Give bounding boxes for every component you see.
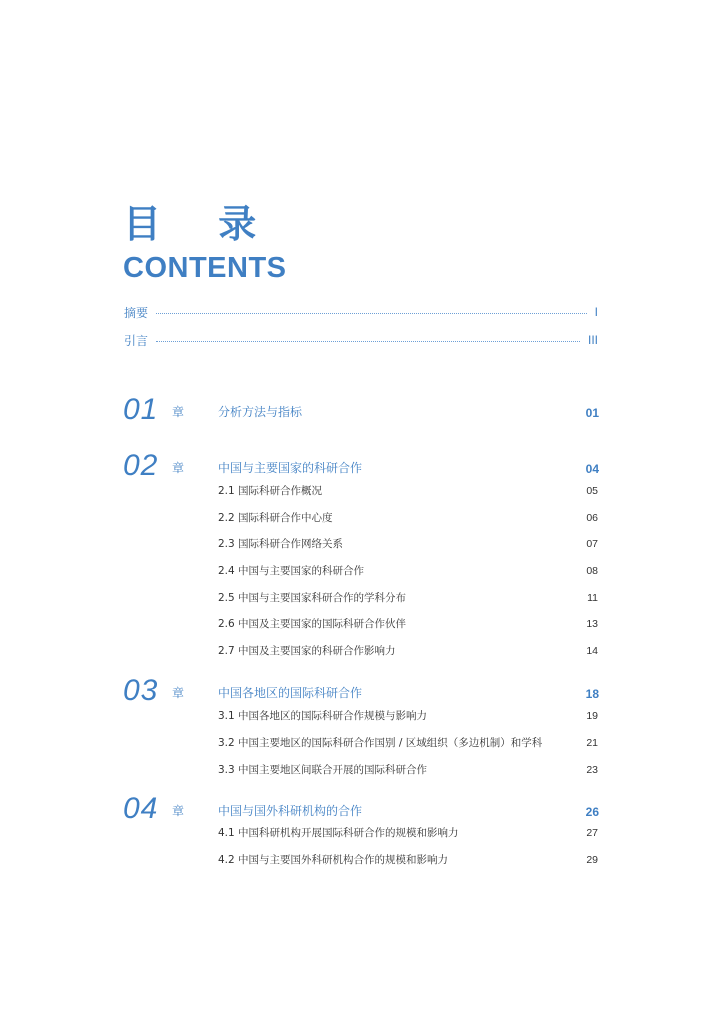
chapter-page: 26 (585, 805, 599, 819)
section-title[interactable]: 2.6 中国及主要国家的国际科研合作伙伴 (218, 618, 407, 630)
chapter-title[interactable]: 中国与主要国家的科研合作 (218, 461, 363, 475)
section-page: 08 (586, 565, 598, 577)
chapter-title[interactable]: 中国与国外科研机构的合作 (218, 804, 363, 818)
section-page: 06 (586, 512, 598, 524)
toc-entry-page: I (594, 305, 598, 319)
section-page: 27 (586, 827, 598, 839)
chapter-page: 01 (585, 406, 599, 420)
dot-leader (156, 341, 580, 342)
section-page: 05 (586, 485, 598, 497)
section-title[interactable]: 2.4 中国与主要国家的科研合作 (218, 565, 365, 577)
chapter-number: 03 (123, 674, 159, 707)
section-title[interactable]: 2.5 中国与主要国家科研合作的学科分布 (218, 592, 407, 604)
section-title[interactable]: 2.2 国际科研合作中心度 (218, 512, 333, 524)
section-page: 07 (586, 538, 598, 550)
page-title-chinese: 目 录 (123, 202, 279, 246)
section-title[interactable]: 2.1 国际科研合作概况 (218, 485, 323, 497)
section-title[interactable]: 4.1 中国科研机构开展国际科研合作的规模和影响力 (218, 827, 459, 839)
chapter-title[interactable]: 中国各地区的国际科研合作 (218, 686, 363, 700)
toc-entry-introduction[interactable] (124, 331, 598, 349)
page-title-english: CONTENTS (123, 252, 287, 284)
section-title[interactable]: 4.2 中国与主要国外科研机构合作的规模和影响力 (218, 854, 449, 866)
toc-entry-page: III (587, 333, 598, 347)
toc-entry-label: 引言 (124, 333, 149, 348)
chapter-title[interactable]: 分析方法与指标 (218, 405, 303, 419)
chapter-page: 04 (585, 462, 599, 476)
section-page: 14 (586, 645, 598, 657)
section-page: 11 (587, 592, 598, 604)
section-page: 29 (586, 854, 598, 866)
section-page: 21 (586, 737, 598, 749)
section-page: 23 (586, 764, 598, 776)
section-title[interactable]: 3.1 中国各地区的国际科研合作规模与影响力 (218, 710, 428, 722)
chapter-word: 章 (172, 405, 185, 419)
toc-entry-abstract[interactable] (124, 303, 598, 321)
chapter-number: 02 (123, 449, 159, 482)
chapter-word: 章 (172, 686, 185, 700)
section-title[interactable]: 2.7 中国及主要国家的科研合作影响力 (218, 645, 396, 657)
section-page: 19 (586, 710, 598, 722)
chapter-word: 章 (172, 804, 185, 818)
dot-leader (156, 313, 587, 314)
section-title[interactable]: 2.3 国际科研合作网络关系 (218, 538, 344, 550)
chapter-word: 章 (172, 461, 185, 475)
section-page: 13 (586, 618, 598, 630)
chapter-number: 04 (123, 792, 159, 825)
section-title[interactable]: 3.3 中国主要地区间联合开展的国际科研合作 (218, 764, 428, 776)
chapter-page: 18 (585, 687, 599, 701)
section-title[interactable]: 3.2 中国主要地区的国际科研合作国别 / 区域组织（多边机制）和学科 (218, 737, 543, 749)
chapter-number: 01 (123, 393, 159, 426)
toc-entry-label: 摘要 (124, 305, 149, 320)
